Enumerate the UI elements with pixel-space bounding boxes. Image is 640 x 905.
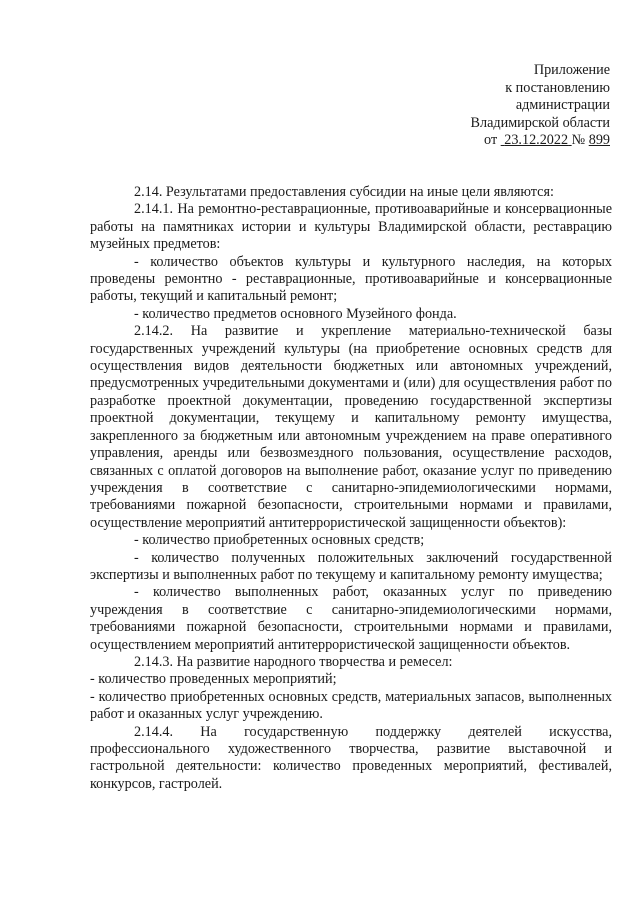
paragraph-2-14-4: 2.14.4. На государственную поддержку деятелей искусства, профессионального художественного творчества, развитие выставочной и гастрольной деятельности: количество проведенных мероприятий, фестивалей, конкурсов, гастролей. bbox=[90, 723, 612, 792]
document-date: 23.12.2022 bbox=[504, 132, 569, 149]
appendix-line: администрации bbox=[515, 97, 610, 114]
document-body bbox=[90, 184, 612, 793]
list-item: - количество выполненных работ, оказанных услуг по приведению учреждения в соответствие с санитарно-эпидемиологическими нормами, требованиями пожарной безопасности, строительными нормами и правилами, осуществлением мероприятий антитеррористической защищенности объектов. bbox=[90, 584, 612, 653]
number-sign: № bbox=[571, 132, 586, 149]
appendix-title: Приложение bbox=[533, 62, 610, 78]
list-item: - количество приобретенных основных средств; bbox=[134, 532, 425, 549]
list-item: - количество полученных положительных заключений государственной экспертизы и выполненных работ по текущему и капитальному ремонту имущества; bbox=[90, 549, 612, 583]
document-number: 899 bbox=[588, 132, 610, 149]
paragraph-2-14-2: 2.14.2. На развитие и укрепление материально-технической базы государственных учреждений культуры (на приобретение основных средств для осуществления видов деятельности бюджетных или автономных учреждений, предусмотренных учредительными документами и (или) для осуществления работ по разработке проектной документации, проведению государственной экспертизы проектной документации, текущему и капитальному ремонту имущества, закрепленного за бюджетным или автономным учреждением на праве оперативного управления, аренды или безвозмездного пользования, осуществление расходов, связанных с оплатой договоров на выполнение работ, оказание услуг по приведению учреждения в соответствие с санитарно-эпидемиологическими нормами, требованиями пожарной безопасности, строительными нормами и правилами, осуществление мероприятий антитеррористической защищенности объектов): bbox=[90, 323, 612, 531]
appendix-date-line bbox=[471, 132, 610, 150]
appendix-line: к постановлению bbox=[505, 79, 610, 96]
list-item: - количество объектов культуры и культурного наследия, на которых проведены ремонтно - реставрационные, противоаварийные и консервационные работы, текущий и капитальный ремонт; bbox=[90, 253, 612, 305]
appendix-block bbox=[471, 62, 610, 150]
list-item: - количество приобретенных основных средств, материальных запасов, выполненных работ и оказанных услуг учреждению. bbox=[90, 688, 612, 723]
appendix-line: Владимирской области bbox=[470, 114, 610, 131]
paragraph-2-14: 2.14. Результатами предоставления субсидии на иные цели являются: bbox=[134, 184, 554, 200]
date-prefix: от bbox=[484, 132, 498, 149]
list-item: - количество проведенных мероприятий; bbox=[90, 671, 337, 688]
paragraph-2-14-1: 2.14.1. На ремонтно-реставрационные, противоаварийные и консервационные работы на памятниках истории и культуры Владимирской области, реставрацию музейных предметов: bbox=[90, 201, 612, 253]
list-item: - количество предметов основного Музейного фонда. bbox=[134, 305, 457, 322]
paragraph-2-14-3: 2.14.3. На развитие народного творчества и ремесел: bbox=[134, 653, 453, 670]
